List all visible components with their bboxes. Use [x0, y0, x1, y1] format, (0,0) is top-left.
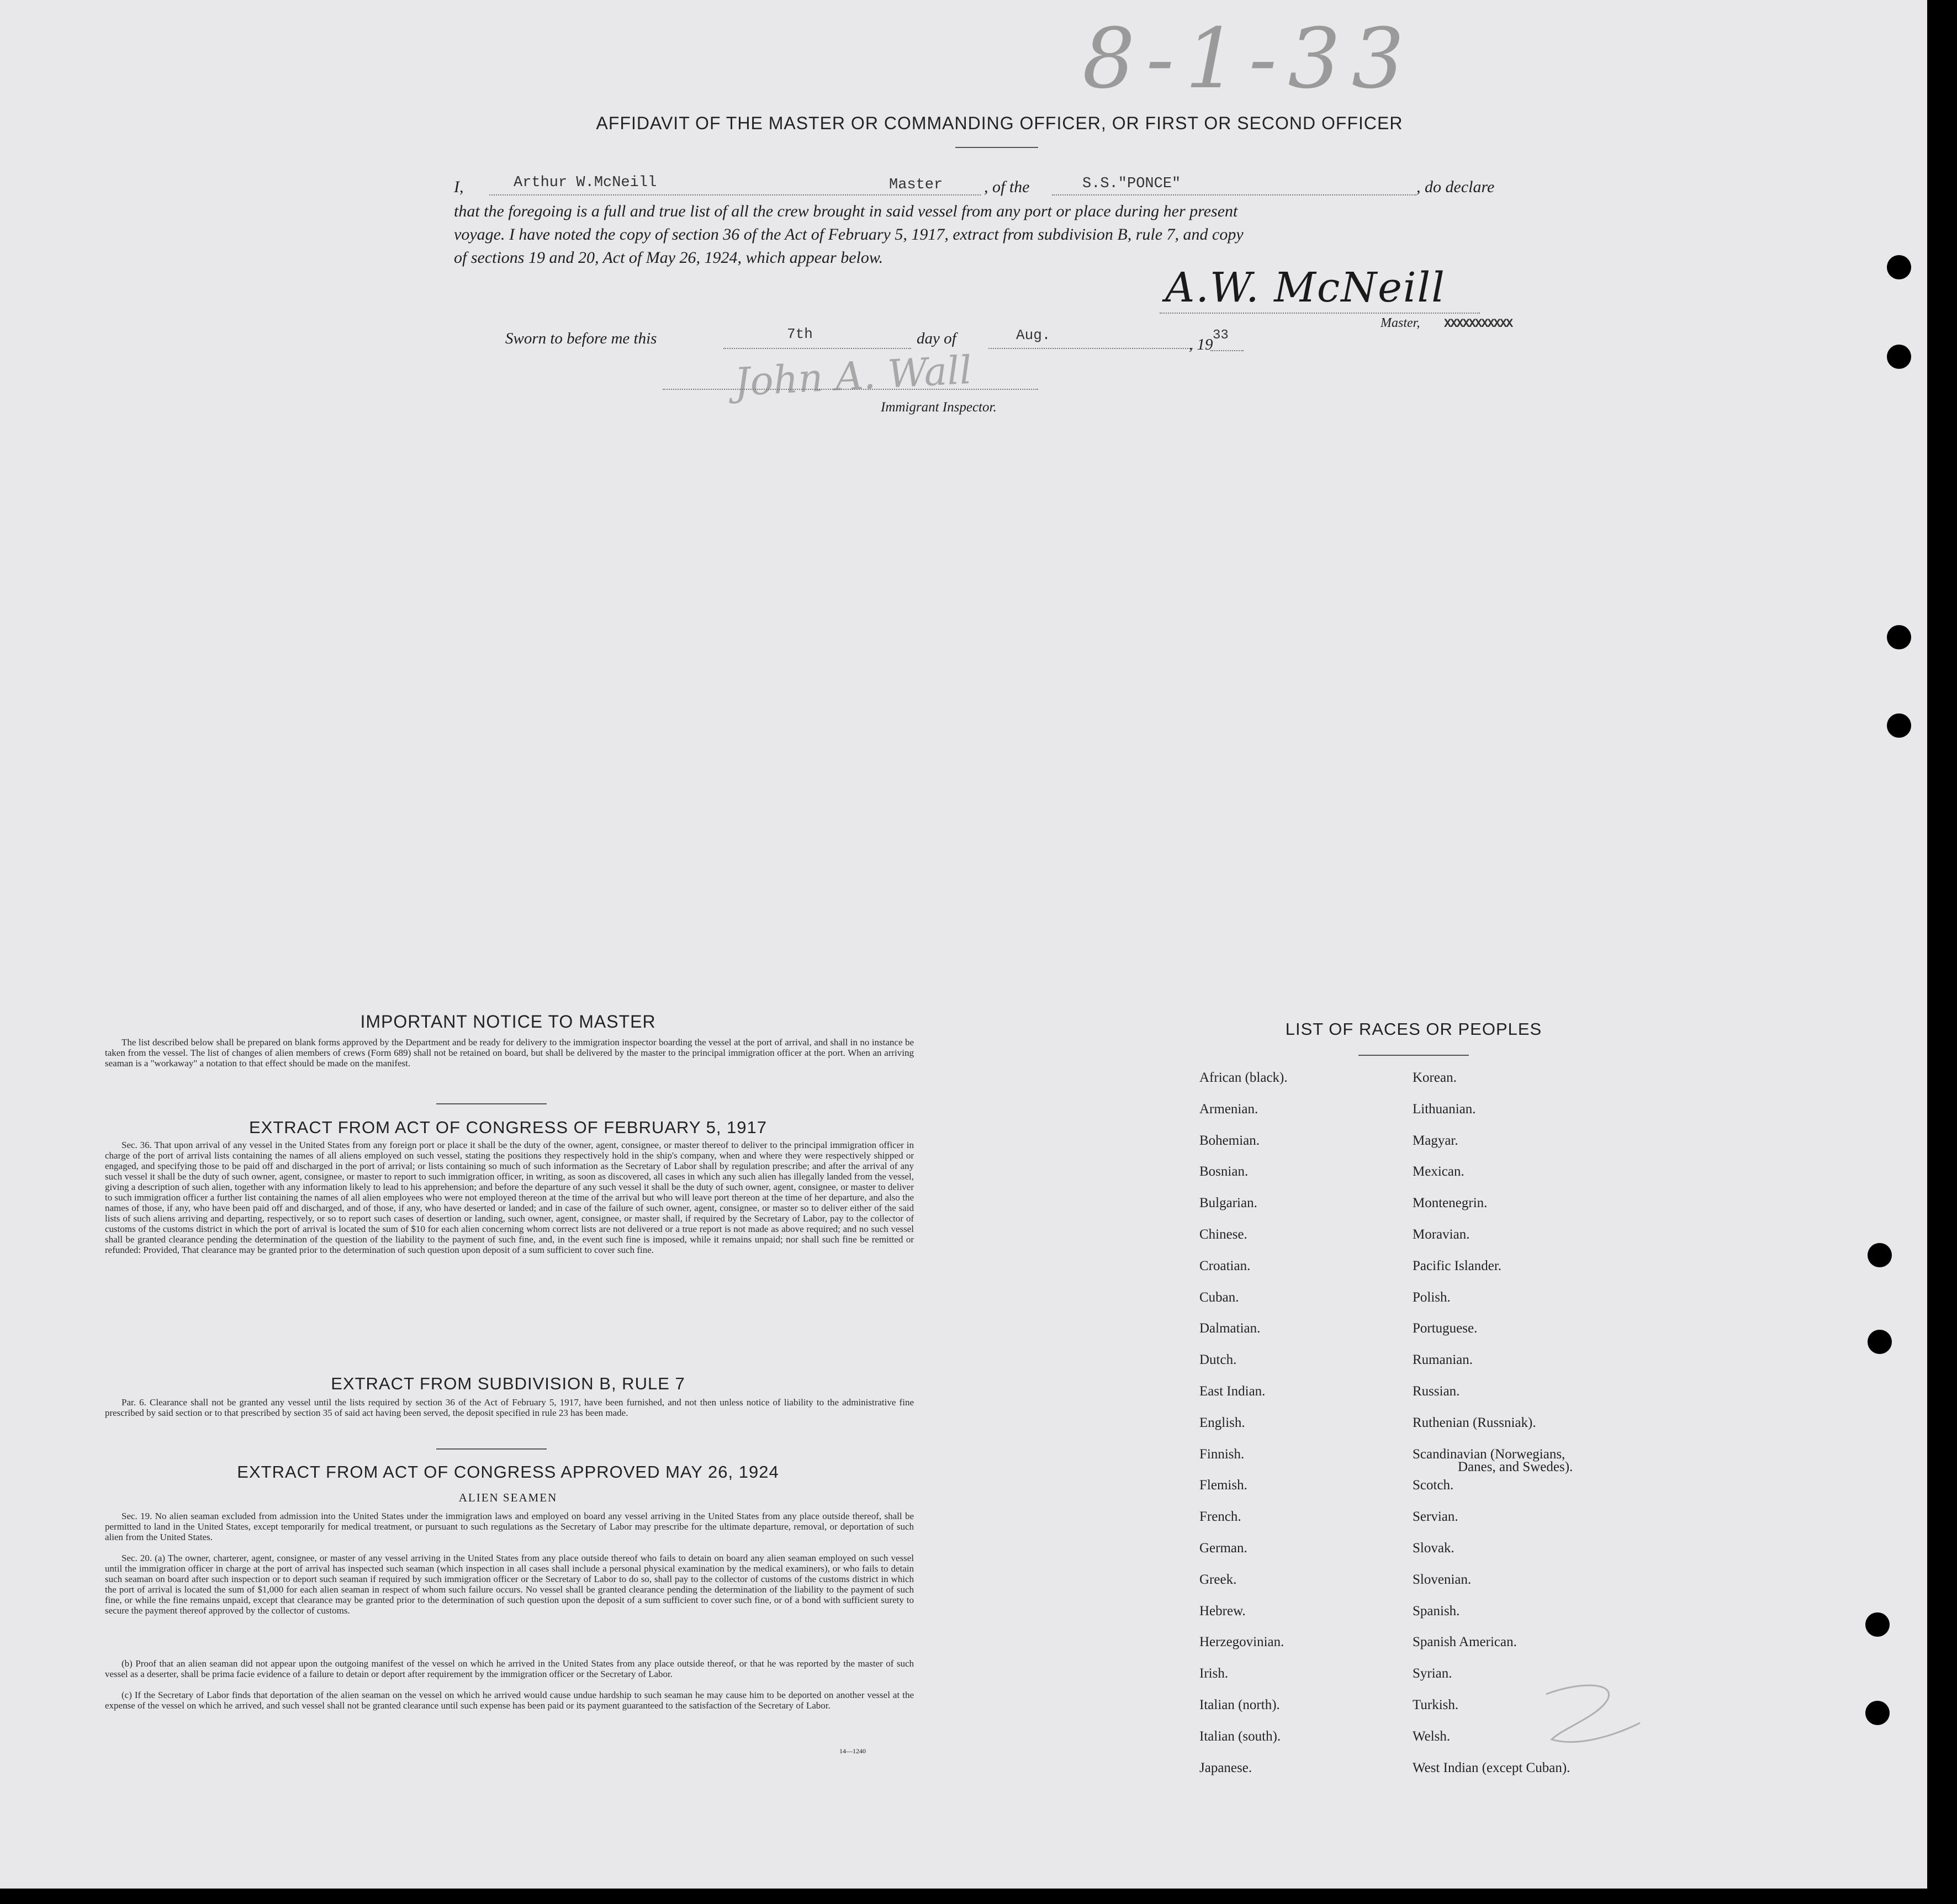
notice-text: The list described below shall be prepared on blank forms approved by the Department and be ready for delivery to the immigration inspector boarding the vessel at the port of arrival, and shall in no instance be taken from the vessel. The list of changes of alien members of crews (Form 689) shall not be retained on board, but shall be delivered by the master to the principal immigration officer at the port. When an arriving seaman is a "workaway" a notation to that effect should be made on the manifest. [105, 1037, 914, 1069]
race-item: Dutch. [1199, 1352, 1237, 1368]
race-item: Herzegovinian. [1199, 1635, 1284, 1650]
race-item: Montenegrin. [1413, 1196, 1488, 1211]
of-the-label: , of the [984, 178, 1030, 196]
name-field-line [489, 194, 981, 195]
binder-hole [1887, 255, 1911, 279]
race-item: Italian (south). [1199, 1728, 1281, 1744]
race-item: African (black). [1199, 1070, 1288, 1085]
binder-hole [1887, 345, 1911, 369]
extract-rule7-title: EXTRACT FROM SUBDIVISION B, RULE 7 [331, 1374, 685, 1393]
notice-rule [436, 1103, 547, 1104]
binder-hole [1868, 1330, 1892, 1354]
race-item: Scandinavian (Norwegians, [1413, 1446, 1565, 1462]
year-field: 33 [1213, 328, 1229, 343]
binder-hole [1887, 625, 1911, 649]
extract-1924-title: EXTRACT FROM ACT OF CONGRESS APPROVED MAY 26, 1924 [237, 1462, 779, 1482]
race-item: Croatian. [1199, 1258, 1251, 1273]
race-item: Russian. [1413, 1384, 1460, 1399]
inspector-signature: John A. Wall [733, 347, 973, 405]
race-item: Bosnian. [1199, 1164, 1249, 1180]
race-item: Bohemian. [1199, 1133, 1260, 1148]
race-item: Mexican. [1413, 1164, 1464, 1180]
race-item: Chinese. [1199, 1227, 1247, 1242]
sec-19-text: Sec. 19. No alien seaman excluded from admission into the United States under the immigration laws and employed on board any vessel arriving in the United States from any place outside thereof, shall be permitted to land in the United States, except temporarily for medical treatment, or pursuant to such regulations as the Secretary of Labor may prescribe for the ultimate departure, removal, or deportation of such alien from the United States. [105, 1511, 914, 1542]
race-item: Rumanian. [1413, 1352, 1473, 1368]
race-item: Italian (north). [1199, 1697, 1280, 1712]
race-item: East Indian. [1199, 1384, 1266, 1399]
race-item: Scotch. [1413, 1478, 1454, 1493]
vessel-field-line [1052, 194, 1416, 195]
day-of-label: day of [917, 330, 956, 347]
race-item: Pacific Islander. [1413, 1258, 1502, 1273]
race-item: Moravian. [1413, 1227, 1470, 1242]
sec-20a-text: Sec. 20. (a) The owner, charterer, agent, consignee, or master of any vessel arriving in the United States from any place outside thereof who fails to detain on board any alien seaman employed on such vessel until the immigration officer in charge at the port of arrival has inspected such seaman (which inspection in all cases shall include a personal physical examination by the medical examiners), or who fails to detain such seaman on board after such inspection or to deport such seaman if required by such immigration officer or the Secretary of Labor to do so, shall pay to the collector of customs of the customs district in which the port of arrival is located the sum of $1,000 for each alien seaman in respect of whom such failure occurs. No vessel shall be granted clearance pending the determination of the liability to the payment of such fine, or while the fine remains unpaid, except that clearance may be granted prior to the determination of such question upon the deposit of a sum sufficient to cover such fine, or of a bond with sufficient surety to secure the payment thereof approved by the collector of customs. [105, 1553, 914, 1616]
race-item: Portuguese. [1413, 1321, 1478, 1336]
notice-title: IMPORTANT NOTICE TO MASTER [360, 1012, 656, 1032]
race-item: Irish. [1199, 1666, 1229, 1681]
signature-caption-struck: XXXXXXXXXXX [1444, 317, 1512, 331]
master-name-field: Arthur W.McNeill [514, 174, 657, 191]
title-rule [955, 147, 1038, 148]
inspector-rule [663, 389, 1038, 390]
affidavit-prefix: I, [454, 178, 464, 196]
form-number: 14—1240 [839, 1747, 866, 1755]
pencil-mark [1535, 1679, 1646, 1756]
race-item: German. [1199, 1541, 1247, 1556]
binder-hole [1865, 1701, 1890, 1725]
race-item: Servian. [1413, 1509, 1458, 1525]
rank-field: Master [889, 177, 943, 193]
inspector-caption: Immigrant Inspector. [881, 400, 997, 415]
race-item: Lithuanian. [1413, 1101, 1476, 1117]
signature-caption: Master, [1381, 316, 1420, 330]
master-signature: A.W. McNeill [1165, 264, 1446, 311]
races-title: LIST OF RACES OR PEOPLES [1285, 1019, 1542, 1039]
affidavit-title: AFFIDAVIT OF THE MASTER OR COMMANDING OFFICER, OR FIRST OR SECOND OFFICER [596, 113, 1403, 133]
year-field-line [1210, 350, 1244, 351]
race-item-continuation: Danes, and Swedes). [1458, 1459, 1573, 1474]
race-item: French. [1199, 1509, 1241, 1525]
race-item: English. [1199, 1415, 1245, 1430]
race-item: Turkish. [1413, 1697, 1459, 1712]
declare-label: , do declare [1416, 178, 1495, 196]
race-item: Japanese. [1199, 1760, 1252, 1775]
month-field: Aug. [1016, 327, 1051, 343]
race-item: Spanish American. [1413, 1635, 1517, 1650]
month-field-line [988, 348, 1193, 349]
sec-20b-text: (b) Proof that an alien seaman did not appear upon the outgoing manifest of the vessel on which he arrived in the United States from any place outside thereof, or that he was reported by the master of such vessel as a deserter, shall be prima facie evidence of a failure to detain or deport after requirement by the immigration officer or the Secretary of Labor. [105, 1658, 914, 1679]
sworn-label: Sworn to before me this [505, 330, 657, 347]
day-field: 7th [787, 326, 813, 342]
day-field-line [723, 348, 911, 349]
race-item: Greek. [1199, 1572, 1237, 1587]
race-item: Dalmatian. [1199, 1321, 1261, 1336]
handwritten-date: 8-1-33 [1082, 11, 1416, 107]
race-item: Ruthenian (Russniak). [1413, 1415, 1536, 1430]
affidavit-line-2: that the foregoing is a full and true list of all the crew brought in said vessel from any port or place during her present [454, 202, 1238, 220]
race-item: Korean. [1413, 1070, 1457, 1085]
race-item: Bulgarian. [1199, 1196, 1257, 1211]
affidavit-line-3: voyage. I have noted the copy of section 36 of the Act of February 5, 1917, extract from subdivision B, rule 7, and copy [454, 225, 1244, 244]
race-item: Magyar. [1413, 1133, 1458, 1148]
rule7-rule [436, 1448, 547, 1450]
race-item: Slovenian. [1413, 1572, 1472, 1587]
race-item: Spanish. [1413, 1603, 1460, 1619]
race-item: Welsh. [1413, 1728, 1451, 1744]
race-item: Finnish. [1199, 1446, 1245, 1462]
alien-seamen-subtitle: ALIEN SEAMEN [458, 1491, 558, 1504]
race-item: West Indian (except Cuban). [1413, 1760, 1570, 1775]
race-item: Cuban. [1199, 1289, 1239, 1305]
binder-hole [1868, 1243, 1892, 1267]
year-prefix-label: , 19 [1189, 336, 1213, 353]
vessel-name-field: S.S."PONCE" [1082, 176, 1181, 192]
extract-1917-text: Sec. 36. That upon arrival of any vessel in the United States from any foreign port or place it shall be the duty of the owner, agent, consignee, or master thereof to deliver to the principal immigration officer in charge of the port of arrival lists containing the names of all aliens employed on such vessel, stating the positions they respectively hold in the ship's company, when and where they were respectively shipped or engaged, and specifying those to be paid off and discharged in the port of arrival; or lists containing so much of such information as the Secretary of Labor shall by regulation prescribe; and after the arrival of any such vessel it shall be the duty of such owner, agent, consignee, or master to report to such immigration officer, in writing, as soon as discovered, all cases in which any such alien has illegally landed from the vessel, giving a description of such alien, together with any information likely to lead to his apprehension; and before the departure of any such vessel it shall be the duty of such owner, agent, consignee, or master to deliver to such immigration officer a further list containing the names of all alien employees who were not employed thereon at the time of the arrival but who will leave port thereon at the time of her departure, and also the names of those, if any, who have been paid off and discharged, and of those, if any, who have deserted or landed; and in case of the failure of such owner, agent, consignee, or master so to deliver either of the said lists of such aliens arriving and departing, respectively, or so to report such cases of desertion or landing, such owner, agent, consignee, or master shall, if required by the Secretary of Labor, pay to the collector of customs of the customs district in which the port of arrival is located the sum of $10 for each alien concerning whom correct lists are not delivered or a true report is not made as above required; and no such vessel shall be granted clearance pending the determination of the question of the liability to the payment of such fine, and, in the event such fine is imposed, while it remains unpaid; nor shall such fine be remitted or refunded: Provided, That clearance may be granted prior to the determination of such question upon deposit of a sum sufficient to cover such fine. [105, 1140, 914, 1255]
sec-20c-text: (c) If the Secretary of Labor finds that deportation of the alien seaman on the vessel on which he arrived would cause undue hardship to such seaman he may cause him to be deported on another vessel at the expense of the vessel on which he arrived, and such vessel shall not be granted clearance until such expense has been paid or its payment guaranteed to the satisfaction of the Secretary of Labor. [105, 1690, 914, 1711]
race-item: Armenian. [1199, 1101, 1258, 1117]
affidavit-line-4: of sections 19 and 20, Act of May 26, 1924, which appear below. [454, 248, 884, 267]
extract-rule7-text: Par. 6. Clearance shall not be granted any vessel until the lists required by section 36 of the Act of February 5, 1917, have been furnished, and not then unless notice of liability to the administrative fine prescribed by said section or to that prescribed by section 35 of said act having been served, the deposit specified in rule 23 has been made. [105, 1397, 914, 1418]
binder-hole [1887, 713, 1911, 738]
binder-hole [1865, 1612, 1890, 1637]
race-item: Polish. [1413, 1289, 1451, 1305]
race-item: Slovak. [1413, 1541, 1454, 1556]
signature-rule [1160, 313, 1480, 314]
extract-1917-title: EXTRACT FROM ACT OF CONGRESS OF FEBRUARY 5, 1917 [248, 1118, 768, 1137]
race-item: Hebrew. [1199, 1603, 1246, 1619]
races-rule [1358, 1055, 1469, 1056]
race-item: Flemish. [1199, 1478, 1247, 1493]
race-item: Syrian. [1413, 1666, 1452, 1681]
